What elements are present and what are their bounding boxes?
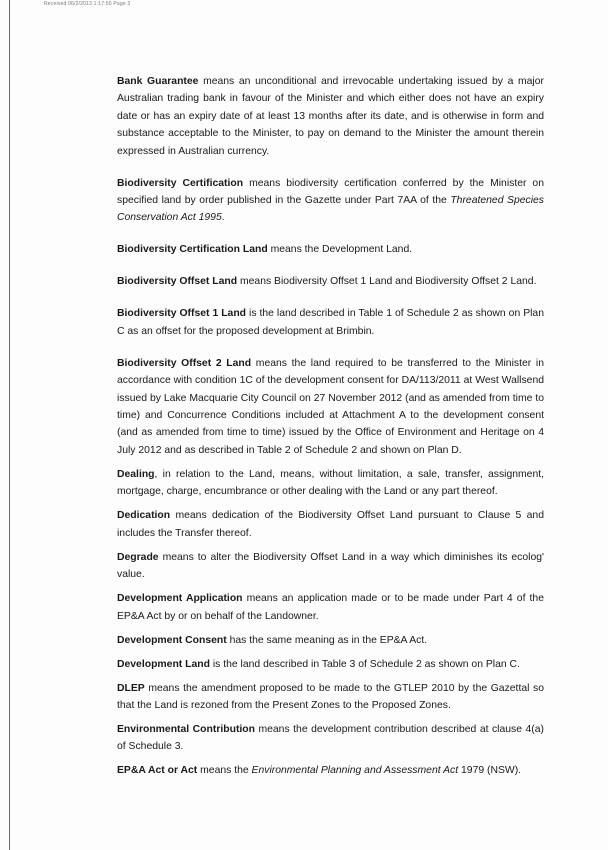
definitions-list [117, 73, 544, 786]
definition-biodiversity-offset-land [117, 273, 544, 290]
definition-text: means the development contribution described at clause 4(a) of Schedule 3. [117, 723, 544, 753]
definition-environmental-contribution [117, 721, 544, 756]
definition-term: Biodiversity Certification Land [117, 244, 268, 256]
definition-text: is the land described in Table 3 of Schedule 2 as shown on Plan C. [209, 658, 520, 670]
fax-header-stamp: Received 06/2/2013 1:17:50 Page 3 [44, 1, 131, 7]
definition-term: Biodiversity Offset 2 Land [117, 357, 252, 369]
definition-dealing [117, 466, 544, 501]
definition-term: Dedication [117, 510, 171, 522]
definition-term: Biodiversity Offset Land [117, 276, 238, 288]
definition-text: is the land described in Table 1 of Schedule 2 as shown on Plan C as an offset for the proposed development at Brimbin. [117, 308, 544, 337]
definition-biodiversity-certification [117, 175, 544, 227]
definition-biodiversity-offset-1-land [117, 305, 544, 340]
definition-text: has the same meaning as in the EP&A Act. [226, 634, 428, 646]
definition-text: means the amendment proposed to be made to the GTLEP 2010 by the Gazettal so that the Land is rezoned from the Present Zones to the Proposed Zones. [117, 682, 544, 711]
definition-development-land [117, 656, 544, 673]
definition-biodiversity-certification-land [117, 241, 544, 258]
definition-text: means the land required to be transferred to the Minister in accordance with condition 1C of the development consent for DA/113/2011 at West Wallsend issued by Lake Macquarie City Council on 27 November 2012 (and as amended from time to time) and Concurrence Conditions included at Attachment A to the development consent (and as amended from time to time) issued by the Office of Environment and Heritage on 4 July 2012 and as described in Table 2 of Schedule 2 and shown on Plan D. [117, 357, 544, 456]
definition-term: Degrade [117, 551, 159, 563]
definition-text: means the Development Land. [267, 244, 413, 256]
definition-text: means an unconditional and irrevocable undertaking issued by a major Australian trading bank in favour of the Minister and which either does not have an expiry date or has an expiry date of at least 13 months after its date, and is otherwise in form and substance acceptable to the Minister, to pay on demand to the Minister the amount therein expressed in Australian currency. [117, 76, 544, 157]
definition-text: means the [197, 765, 252, 777]
scan-edge-line [9, 0, 10, 850]
definition-tail: 1979 (NSW). [458, 765, 522, 777]
definition-text: means an application made or to be made under Part 4 of the EP&A Act by or on behalf of the Landowner. [117, 593, 544, 622]
definition-epa-act [117, 762, 544, 779]
definition-dlep [117, 680, 544, 715]
definition-term: Development Consent [117, 634, 227, 646]
definition-text: , in relation to the Land, means, without limitation, a sale, transfer, assignment, mortgage, charge, encumbrance or other dealing with the Land or any part thereof. [117, 468, 544, 498]
definition-term: Bank Guarantee [117, 76, 199, 87]
definition-term: Environmental Contribution [117, 723, 255, 735]
definition-text: means biodiversity certification conferred by the Minister on specified land by order published in the Gazette under Part 7AA of the [117, 177, 544, 207]
definition-term: Biodiversity Offset 1 Land [117, 308, 247, 320]
definition-text: means dedication of the Biodiversity Offset Land pursuant to Clause 5 and includes the Transfer thereof. [117, 510, 544, 539]
statute-title: Threatened Species Conservation Act 1995 [117, 195, 544, 224]
definition-text: means to alter the Biodiversity Offset Land in a way which diminishes its ecolog' value. [117, 551, 544, 581]
definition-term: Dealing [117, 468, 155, 480]
definition-biodiversity-offset-2-land [117, 355, 544, 459]
definition-text: means Biodiversity Offset 1 Land and Biodiversity Offset 2 Land. [237, 276, 537, 288]
definition-term: Biodiversity Certification [117, 177, 244, 189]
definition-term: Development Application [117, 593, 243, 605]
definition-bank-guarantee [117, 73, 544, 160]
definition-term: EP&A Act or Act [117, 765, 198, 777]
definition-term: Development Land [117, 658, 210, 670]
definition-term: DLEP [117, 682, 145, 694]
definition-development-application [117, 590, 544, 625]
definition-tail: . [221, 212, 225, 224]
definition-degrade [117, 549, 544, 584]
definition-development-consent [117, 632, 544, 649]
statute-title: Environmental Planning and Assessment Act [251, 765, 459, 777]
definition-dedication [117, 507, 544, 542]
